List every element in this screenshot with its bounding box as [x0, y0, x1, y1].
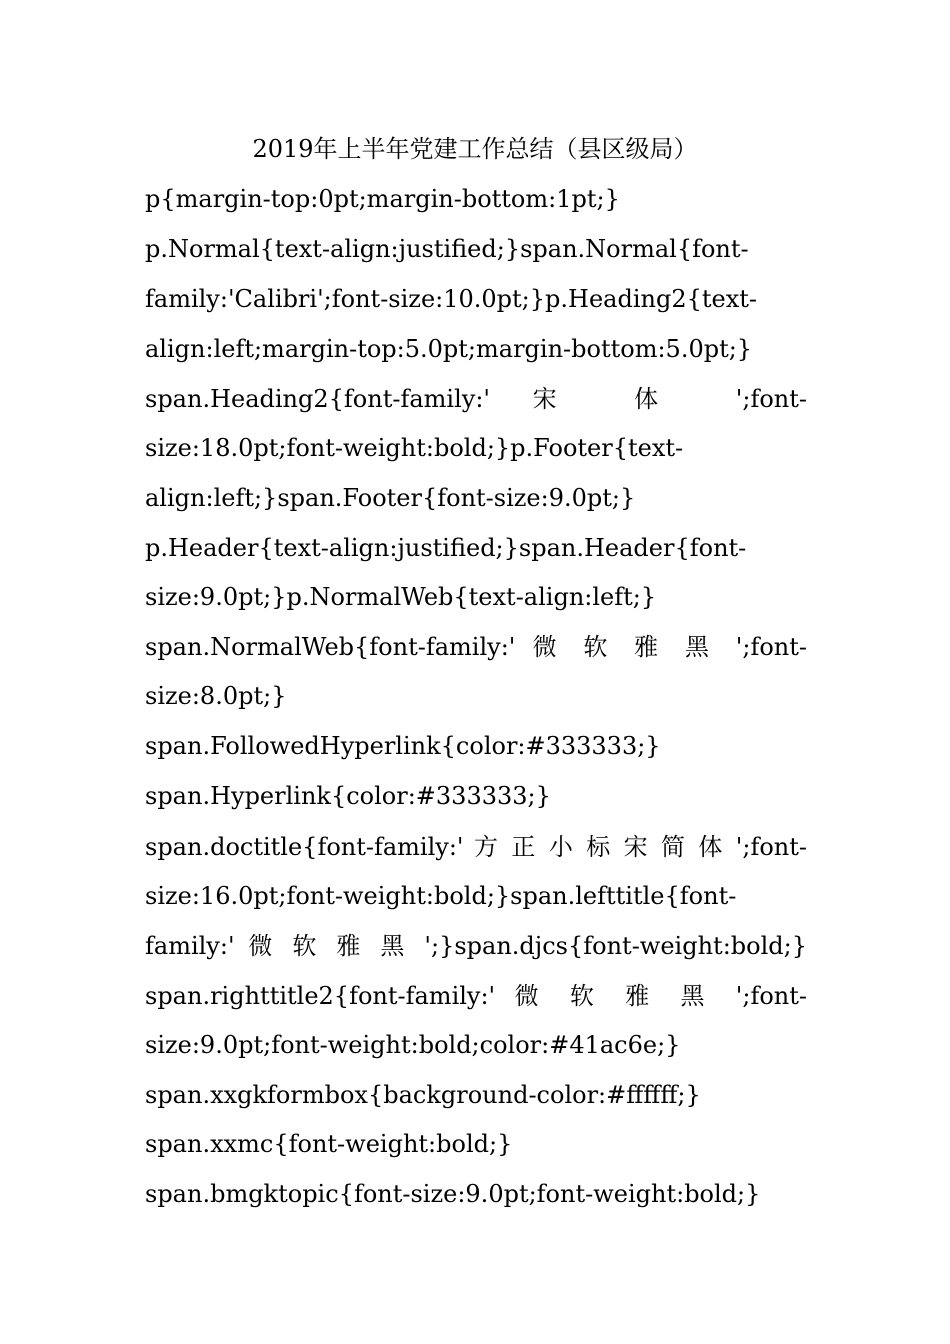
- body-line: span.xxmc{font-weight:bold;}: [145, 1130, 513, 1158]
- body-line: align:left;}span.Footer{font-size:9.0pt;}: [145, 484, 636, 512]
- body-line: family:'Calibri';font-size:10.0pt;}p.Heading2{text-: [145, 285, 757, 313]
- body-line: size:18.0pt;font-weight:bold;}p.Footer{text-: [145, 434, 684, 462]
- document-title: 2019年上半年党建工作总结（县区级局）: [252, 135, 698, 163]
- body-line: span.doctitle{font-family:' 方 正 小 标 宋 简 体 ';font-: [145, 833, 807, 861]
- body-line: size:9.0pt;font-weight:bold;color:#41ac6e;}: [145, 1031, 681, 1059]
- body-line: span.NormalWeb{font-family:' 微 软 雅 黑 ';font-: [145, 633, 807, 661]
- body-line: span.Hyperlink{color:#333333;}: [145, 782, 551, 810]
- body-line: size:16.0pt;font-weight:bold;}span.lefttitle{font-: [145, 882, 737, 910]
- body-line: span.righttitle2{font-family:' 微 软 雅 黑 ';font-: [145, 982, 807, 1010]
- body-line: align:left;margin-top:5.0pt;margin-bottom:5.0pt;}: [145, 335, 753, 363]
- body-line: span.xxgkformbox{background-color:#ffffff;}: [145, 1081, 701, 1109]
- body-line: size:8.0pt;}: [145, 682, 287, 710]
- body-line: p{margin-top:0pt;margin-bottom:1pt;}: [145, 185, 620, 213]
- body-line: span.Heading2{font-family:' 宋 体 ';font-: [145, 385, 807, 413]
- body-line: p.Normal{text-align:justified;}span.Normal{font-: [145, 235, 749, 263]
- body-line: p.Header{text-align:justified;}span.Header{font-: [145, 534, 747, 562]
- body-line: span.FollowedHyperlink{color:#333333;}: [145, 732, 661, 760]
- body-line: family:' 微 软 雅 黑 ';}span.djcs{font-weight:bold;}: [145, 932, 807, 960]
- body-line: span.bmgktopic{font-size:9.0pt;font-weight:bold;}: [145, 1180, 761, 1208]
- body-line: size:9.0pt;}p.NormalWeb{text-align:left;}: [145, 583, 657, 611]
